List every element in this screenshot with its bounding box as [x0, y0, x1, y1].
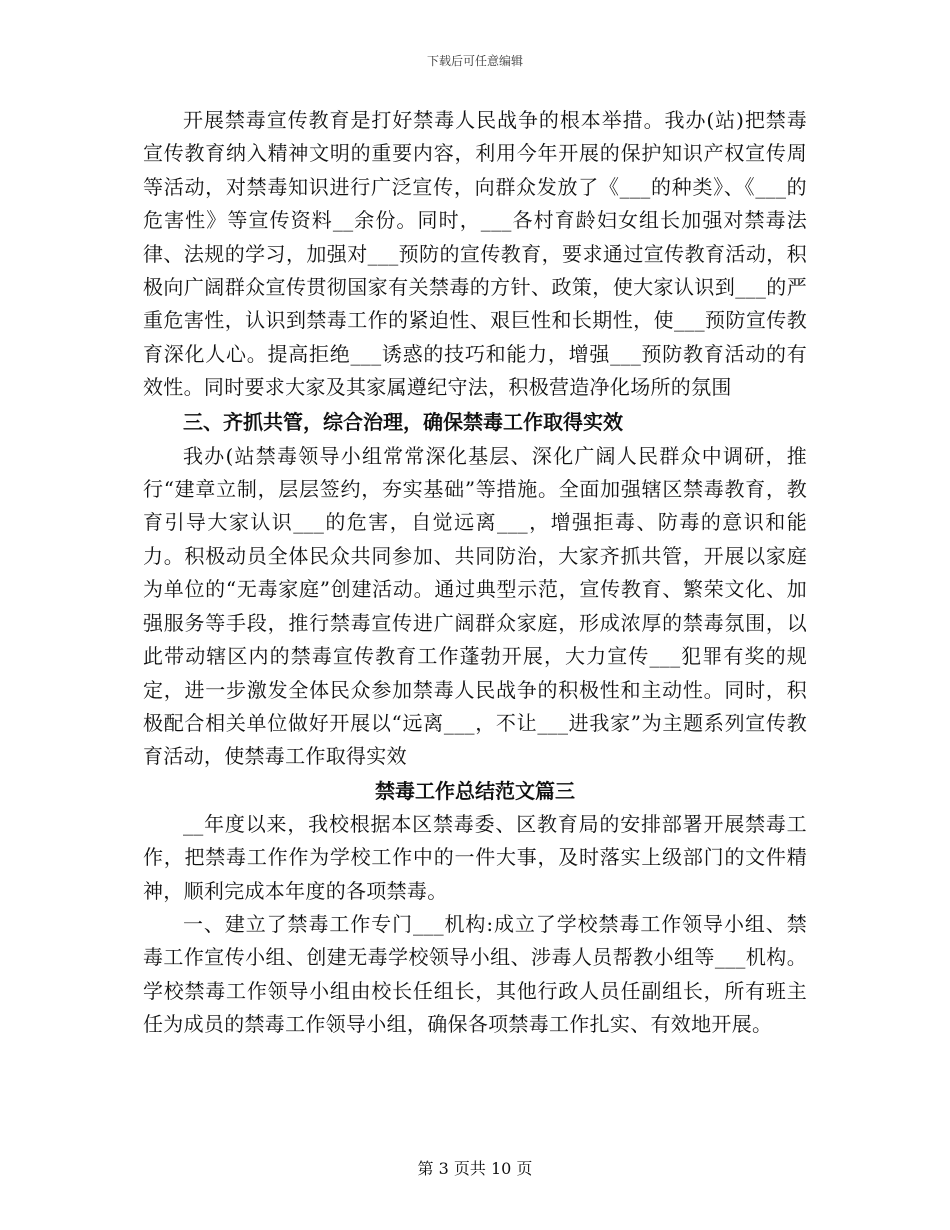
paragraph-organization: 一、建立了禁毒工作专门___机构:成立了学校禁毒工作领导小组、禁毒工作宣传小组、创建无毒学校领导小组、涉毒人员帮教小组等___机构。学校禁毒工作领导小组由校长任组长，其他行政人员任副组长，所有班主任为成员的禁毒工作领导小组，确保各项禁毒工作扎实、有效地开展。 — [143, 911, 807, 1037]
document-body — [143, 104, 807, 1042]
page-footer: 第 3 页共 10 页 — [417, 1159, 533, 1178]
article-title: 禁毒工作总结范文篇三 — [375, 778, 575, 803]
paragraph-propaganda: 开展禁毒宣传教育是打好禁毒人民战争的根本举措。我办(站)把禁毒宣传教育纳入精神文明的重要内容，利用今年开展的保护知识产权宣传周等活动，对禁毒知识进行广泛宣传，向群众发放了《___的种类》、《___的危害性》等宣传资料__余份。同时，___各村育龄妇女组长加强对禁毒法律、法规的学习，加强对___预防的宣传教育，要求通过宣传教育活动，积极向广阔群众宣传贯彻国家有关禁毒的方针、政策，使大家认识到___的严重危害性，认识到禁毒工作的紧迫性、艰巨性和长期性，使___预防宣传教育深化人心。提高拒绝___诱惑的技巧和能力，增强___预防教育活动的有效性。同时要求大家及其家属遵纪守法，积极营造净化场所的氛围 — [143, 108, 807, 400]
page-header: 下载后可任意编辑 — [426, 54, 523, 68]
section-heading-3: 三、齐抓共管，综合治理，确保禁毒工作取得实效 — [183, 409, 623, 434]
paragraph-joint-governance: 我办(站禁毒领导小组常常深化基层、深化广阔人民群众中调研，推行“建章立制，层层签约，夯实基础”等措施。全面加强辖区禁毒教育，教育引导大家认识___的危害，自觉远离___，增强拒毒、防毒的意识和能力。积极动员全体民众共同参加、共同防治，大家齐抓共管，开展以家庭为单位的“无毒家庭”创建活动。通过典型示范，宣传教育、繁荣文化、加强服务等手段，推行禁毒宣传进广阔群众家庭，形成浓厚的禁毒氛围，以此带动辖区内的禁毒宣传教育工作蓬勃开展，大力宣传___犯罪有奖的规定，进一步激发全体民众参加禁毒人民战争的积极性和主动性。同时，积极配合相关单位做好开展以“远离___，不让___进我家”为主题系列宣传教育活动，使禁毒工作取得实效 — [143, 443, 807, 769]
paragraph-intro: __年度以来，我校根据本区禁毒委、区教育局的安排部署开展禁毒工作，把禁毒工作作为学校工作中的一件大事，及时落实上级部门的文件精神，顺利完成本年度的各项禁毒。 — [143, 811, 807, 903]
